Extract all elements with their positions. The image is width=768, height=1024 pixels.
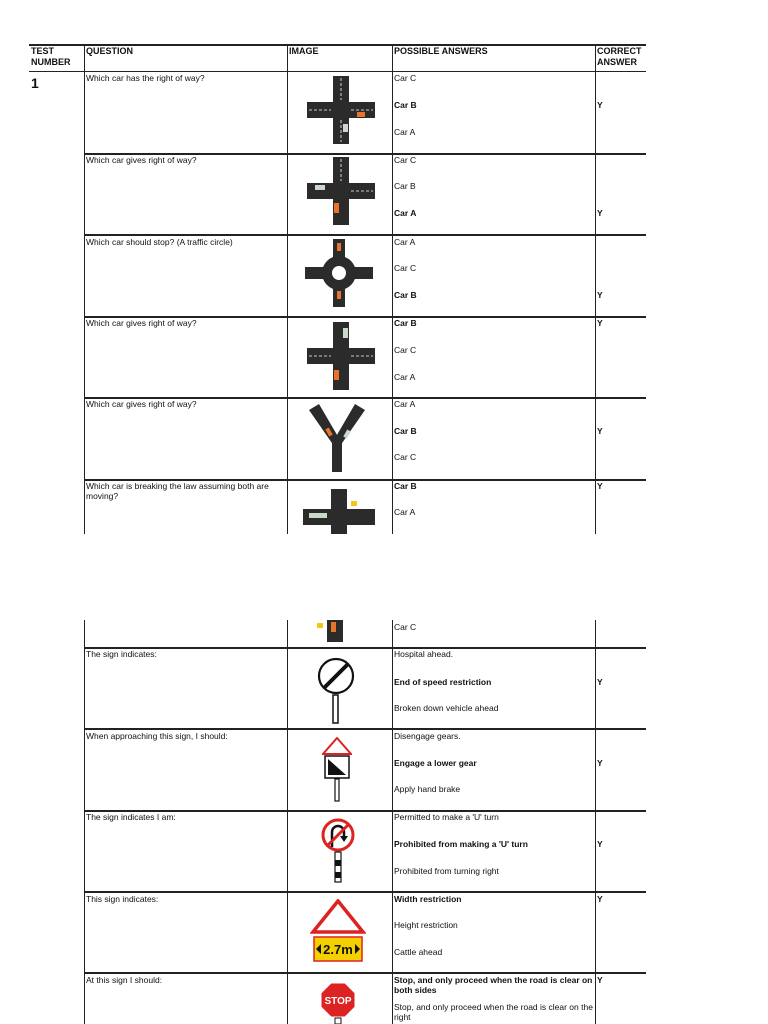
answer-option: Car C — [394, 73, 417, 83]
row-separator — [84, 728, 646, 730]
answer-option: Stop, and only proceed when the road is clear on the right — [394, 1002, 593, 1022]
answer-option: Apply hand brake — [394, 784, 461, 794]
intersection-diagram-icon — [307, 157, 375, 225]
correct-mark: Y — [597, 100, 603, 110]
intersection-diagram-icon — [307, 76, 375, 144]
answer-option-correct: Prohibited from making a 'U' turn — [394, 839, 528, 849]
answer-option: Height restriction — [394, 920, 458, 930]
answer-option-correct: Car B — [394, 100, 417, 110]
intersection-diagram-icon — [307, 322, 375, 390]
answer-option-correct: Width restriction — [394, 894, 462, 904]
answer-option: Car A — [394, 399, 416, 409]
answer-option: Car C — [394, 622, 417, 632]
question-text: This sign indicates: — [86, 894, 159, 904]
sign-label: 2.7m — [323, 942, 353, 957]
answer-option-correct: End of speed restriction — [394, 677, 492, 687]
no-u-turn-sign-icon — [320, 817, 356, 885]
answer-option: Car C — [394, 452, 417, 462]
intersection-diagram-icon — [317, 620, 351, 642]
answer-option-correct: Car A — [394, 208, 417, 218]
answer-option: Car A — [394, 237, 416, 247]
correct-mark: Y — [597, 839, 603, 849]
test-number: 1 — [31, 75, 39, 91]
answer-option: Car B — [394, 181, 416, 191]
column-divider — [84, 44, 85, 534]
question-text: Which car gives right of way? — [86, 318, 197, 328]
correct-mark: Y — [597, 758, 603, 768]
answer-option: Prohibited from turning right — [394, 866, 499, 876]
answer-option: Hospital ahead. — [394, 649, 454, 659]
question-text: Which car gives right of way? — [86, 155, 197, 165]
row-separator — [84, 891, 646, 893]
answer-option: Permitted to make a 'U' turn — [394, 812, 499, 822]
question-text: Which car gives right of way? — [86, 399, 197, 409]
column-divider — [287, 44, 288, 534]
correct-mark: Y — [597, 677, 603, 687]
column-divider — [595, 620, 596, 1024]
header-image: IMAGE — [289, 46, 319, 56]
answer-option: Car C — [394, 263, 417, 273]
header-question: QUESTION — [86, 46, 134, 56]
answer-option: Car A — [394, 127, 416, 137]
correct-mark: Y — [597, 318, 603, 328]
header-possible-answers: POSSIBLE ANSWERS — [394, 46, 488, 56]
column-divider — [84, 620, 85, 1024]
column-divider — [287, 620, 288, 1024]
answer-option: Disengage gears. — [394, 731, 461, 741]
header-bottom-rule — [29, 71, 646, 72]
stop-sign-icon — [320, 982, 356, 1024]
correct-mark: Y — [597, 208, 603, 218]
column-divider — [595, 44, 596, 534]
answer-option: Car A — [394, 507, 416, 517]
answer-option: Car C — [394, 155, 417, 165]
question-text: At this sign I should: — [86, 975, 163, 985]
answer-option-correct: Car B — [394, 290, 417, 300]
intersection-diagram-icon — [303, 489, 375, 534]
traffic-circle-diagram-icon — [305, 239, 373, 307]
answer-option: Car C — [394, 345, 417, 355]
answer-option-correct: Car B — [394, 426, 417, 436]
row-separator — [84, 972, 646, 974]
width-restriction-sign-icon — [310, 899, 366, 965]
answer-option: Broken down vehicle ahead — [394, 703, 499, 713]
y-junction-diagram-icon — [307, 404, 367, 472]
answer-option-correct: Stop, and only proceed when the road is clear on both sides — [394, 975, 593, 995]
question-text: The sign indicates I am: — [86, 812, 176, 822]
answer-option-correct: Car B — [394, 318, 417, 328]
header-correct-answer: CORRECT ANSWER — [597, 46, 642, 67]
question-text: Which car should stop? (A traffic circle) — [86, 237, 233, 247]
question-text: Which car is breaking the law assuming both are moving? — [86, 481, 269, 501]
column-divider — [392, 44, 393, 534]
column-divider — [392, 620, 393, 1024]
answer-option: Car A — [394, 372, 416, 382]
steep-descent-sign-icon — [322, 737, 352, 803]
sign-label: STOP — [324, 996, 352, 1007]
answer-option-correct: Car B — [394, 481, 417, 491]
header-test-number: TEST NUMBER — [31, 46, 71, 67]
end-speed-restriction-sign-icon — [316, 657, 356, 725]
correct-mark: Y — [597, 481, 603, 491]
answer-option: Cattle ahead — [394, 947, 443, 957]
answer-option-correct: Engage a lower gear — [394, 758, 477, 768]
correct-mark: Y — [597, 426, 603, 436]
question-text: The sign indicates: — [86, 649, 157, 659]
question-text: Which car has the right of way? — [86, 73, 205, 83]
row-separator — [84, 234, 646, 236]
correct-mark: Y — [597, 894, 603, 904]
correct-mark: Y — [597, 290, 603, 300]
correct-mark: Y — [597, 975, 603, 985]
question-text: When approaching this sign, I should: — [86, 731, 228, 741]
